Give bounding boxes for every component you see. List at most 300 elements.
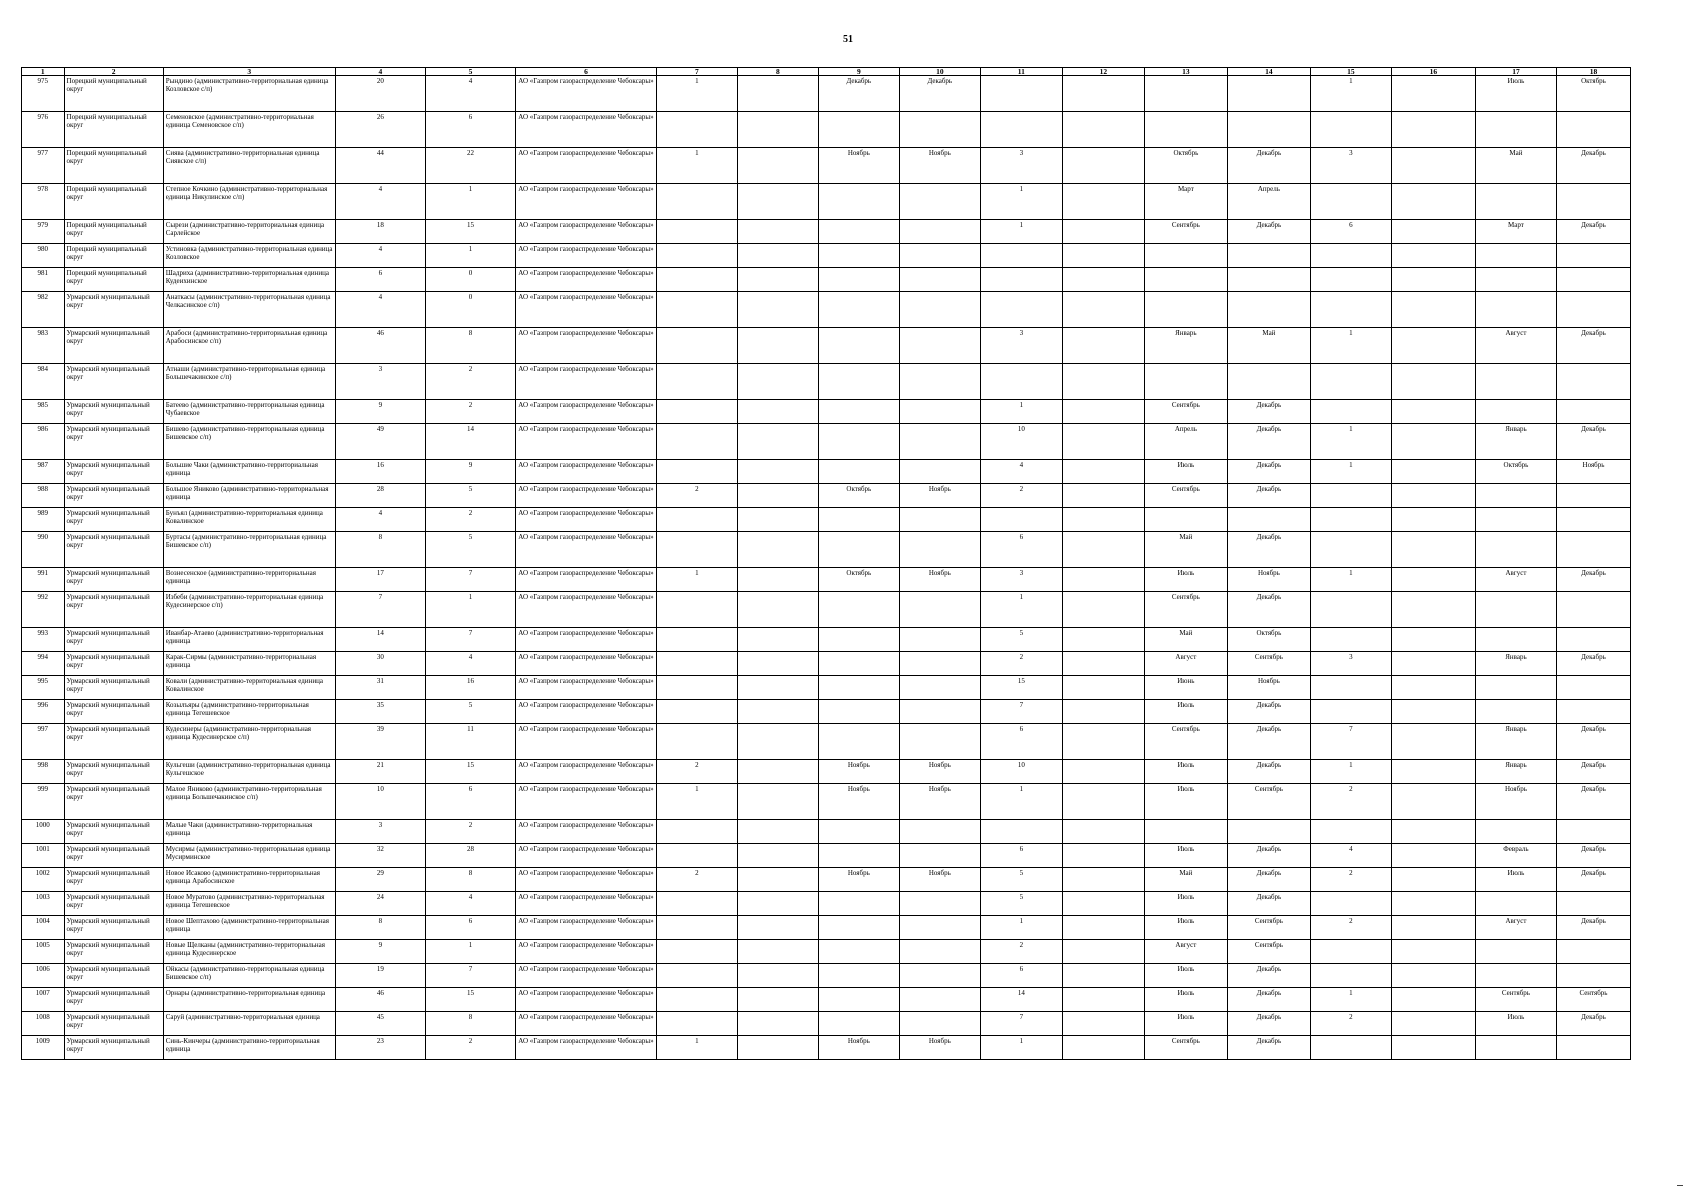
table-cell: 2 [656, 484, 737, 508]
column-header: 4 [335, 68, 425, 76]
table-cell [656, 400, 737, 424]
table-cell: 5 [980, 892, 1062, 916]
table-cell: Июль [1144, 760, 1227, 784]
table-cell: Сентябрь [1144, 400, 1227, 424]
table-cell: Январь [1475, 424, 1556, 460]
table-cell [1310, 964, 1391, 988]
table-cell [899, 916, 980, 940]
table-cell: 28 [335, 484, 425, 508]
table-cell: 1 [425, 184, 515, 220]
table-cell [1144, 268, 1227, 292]
table-cell: Урмарский муниципальный округ [64, 988, 163, 1012]
table-cell [899, 184, 980, 220]
table-cell: 2 [425, 1036, 515, 1060]
table-cell: АО «Газпром газораспределение Чебоксары» [516, 916, 657, 940]
table-cell: Март [1475, 220, 1556, 244]
table-cell [1556, 112, 1630, 148]
table-cell: Ойкасы (административно-территориальная единица Бишевское с/п) [163, 964, 335, 988]
table-cell [1062, 916, 1144, 940]
table-cell: 1 [980, 220, 1062, 244]
table-cell: АО «Газпром газораспределение Чебоксары» [516, 700, 657, 724]
table-row [22, 940, 1631, 964]
table-row [22, 988, 1631, 1012]
table-cell: 5 [425, 484, 515, 508]
table-cell: АО «Газпром газораспределение Чебоксары» [516, 820, 657, 844]
table-cell: Июль [1144, 892, 1227, 916]
table-cell [1475, 292, 1556, 328]
table-cell: 978 [22, 184, 65, 220]
table-cell [1062, 400, 1144, 424]
column-header: 6 [516, 68, 657, 76]
table-cell: Степное Кочкино (административно-территориальная единица Никулинское с/п) [163, 184, 335, 220]
table-cell [1391, 892, 1475, 916]
table-cell: 2 [1310, 916, 1391, 940]
table-cell: 6 [425, 916, 515, 940]
table-cell [1062, 700, 1144, 724]
table-cell [656, 508, 737, 532]
table-cell: Декабрь [1227, 1012, 1310, 1036]
table-cell: Урмарский муниципальный округ [64, 364, 163, 400]
table-cell: 45 [335, 1012, 425, 1036]
table-cell: Декабрь [1227, 868, 1310, 892]
table-cell: Урмарский муниципальный округ [64, 820, 163, 844]
table-cell [656, 532, 737, 568]
table-cell: 1009 [22, 1036, 65, 1060]
table-cell: Январь [1475, 760, 1556, 784]
table-row [22, 112, 1631, 148]
table-cell: 3 [1310, 148, 1391, 184]
table-row [22, 676, 1631, 700]
table-cell: 5 [425, 532, 515, 568]
table-cell: 999 [22, 784, 65, 820]
table-cell [656, 364, 737, 400]
table-cell [1144, 508, 1227, 532]
table-cell: 14 [980, 988, 1062, 1012]
table-cell [1391, 820, 1475, 844]
table-cell: Урмарский муниципальный округ [64, 484, 163, 508]
table-cell [899, 628, 980, 652]
table-cell: 987 [22, 460, 65, 484]
table-cell: Июль [1475, 868, 1556, 892]
table-cell [1556, 1036, 1630, 1060]
table-cell: 2 [425, 508, 515, 532]
table-row [22, 244, 1631, 268]
table-cell [1391, 844, 1475, 868]
table-cell: Рындино (административно-территориальная единица Козловское с/п) [163, 76, 335, 112]
table-cell: 10 [335, 784, 425, 820]
table-cell: Кудесинеры (административно-территориальная единица Кудесинерское с/п) [163, 724, 335, 760]
table-cell [737, 592, 818, 628]
table-cell [899, 112, 980, 148]
table-cell: 49 [335, 424, 425, 460]
table-cell [980, 292, 1062, 328]
table-cell [818, 628, 899, 652]
table-cell: 15 [425, 760, 515, 784]
table-cell: Саруй (административно-территориальная единица [163, 1012, 335, 1036]
table-cell: АО «Газпром газораспределение Чебоксары» [516, 676, 657, 700]
table-cell: АО «Газпром газораспределение Чебоксары» [516, 148, 657, 184]
table-cell: 44 [335, 148, 425, 184]
table-cell: 4 [425, 652, 515, 676]
table-cell: АО «Газпром газораспределение Чебоксары» [516, 460, 657, 484]
table-cell: АО «Газпром газораспределение Чебоксары» [516, 760, 657, 784]
column-header: 8 [737, 68, 818, 76]
table-cell: Урмарский муниципальный округ [64, 592, 163, 628]
table-cell: Сиява (административно-территориальная единица Сиявское с/п) [163, 148, 335, 184]
table-cell [899, 724, 980, 760]
table-row [22, 76, 1631, 112]
table-cell: АО «Газпром газораспределение Чебоксары» [516, 484, 657, 508]
table-cell: Июль [1144, 568, 1227, 592]
table-cell: Июль [1144, 700, 1227, 724]
table-cell: АО «Газпром газораспределение Чебоксары» [516, 400, 657, 424]
table-cell [818, 940, 899, 964]
table-cell: 2 [425, 364, 515, 400]
table-cell: 5 [425, 700, 515, 724]
table-cell [1062, 220, 1144, 244]
table-row [22, 724, 1631, 760]
table-cell: Октябрь [1475, 460, 1556, 484]
table-cell: 11 [425, 724, 515, 760]
table-cell [1062, 868, 1144, 892]
table-cell: 4 [1310, 844, 1391, 868]
table-cell: 7 [980, 1012, 1062, 1036]
table-cell [980, 76, 1062, 112]
table-cell: Урмарский муниципальный округ [64, 700, 163, 724]
table-cell [737, 268, 818, 292]
table-cell: 1 [656, 568, 737, 592]
table-cell: Урмарский муниципальный округ [64, 676, 163, 700]
table-cell [737, 940, 818, 964]
table-cell: 1 [1310, 460, 1391, 484]
table-cell: Март [1144, 184, 1227, 220]
table-cell: АО «Газпром газораспределение Чебоксары» [516, 868, 657, 892]
table-cell [1475, 508, 1556, 532]
table-cell [737, 760, 818, 784]
table-cell: Урмарский муниципальный округ [64, 940, 163, 964]
table-cell: АО «Газпром газораспределение Чебоксары» [516, 652, 657, 676]
table-cell [656, 244, 737, 268]
table-cell [737, 820, 818, 844]
table-row [22, 292, 1631, 328]
table-cell: Малые Чаки (административно-территориальная единица [163, 820, 335, 844]
table-cell [980, 244, 1062, 268]
table-row [22, 1012, 1631, 1036]
table-cell: 16 [425, 676, 515, 700]
table-row [22, 508, 1631, 532]
table-cell: 1 [425, 592, 515, 628]
table-cell: Декабрь [1227, 460, 1310, 484]
table-cell: Ноябрь [899, 868, 980, 892]
table-cell [1062, 460, 1144, 484]
table-cell [1310, 112, 1391, 148]
table-cell: АО «Газпром газораспределение Чебоксары» [516, 112, 657, 148]
table-cell [656, 328, 737, 364]
table-cell [656, 112, 737, 148]
table-cell: Ноябрь [818, 760, 899, 784]
table-cell [1556, 508, 1630, 532]
table-cell [1475, 1036, 1556, 1060]
table-row [22, 184, 1631, 220]
table-cell: 1 [980, 784, 1062, 820]
table-cell [1391, 1036, 1475, 1060]
table-cell [1227, 76, 1310, 112]
table-cell: 10 [980, 424, 1062, 460]
table-cell: Июль [1144, 844, 1227, 868]
table-cell [1310, 940, 1391, 964]
table-cell [1391, 112, 1475, 148]
table-cell: 3 [980, 568, 1062, 592]
table-cell [1475, 628, 1556, 652]
table-cell [737, 424, 818, 460]
table-cell [1391, 724, 1475, 760]
table-cell [737, 112, 818, 148]
table-cell [1391, 424, 1475, 460]
table-cell [818, 1012, 899, 1036]
table-cell [1310, 700, 1391, 724]
table-cell: 15 [980, 676, 1062, 700]
table-cell: Сентябрь [1556, 988, 1630, 1012]
table-cell: Сентябрь [1227, 940, 1310, 964]
table-cell: Ноябрь [1227, 568, 1310, 592]
table-cell [1556, 292, 1630, 328]
table-cell: Октябрь [1556, 76, 1630, 112]
table-cell [818, 532, 899, 568]
table-cell: Урмарский муниципальный округ [64, 532, 163, 568]
column-header: 7 [656, 68, 737, 76]
table-cell: 1008 [22, 1012, 65, 1036]
table-cell: 1005 [22, 940, 65, 964]
table-cell [737, 328, 818, 364]
table-cell [656, 628, 737, 652]
table-cell [899, 220, 980, 244]
table-cell [980, 364, 1062, 400]
table-cell [1062, 676, 1144, 700]
table-cell: 28 [425, 844, 515, 868]
table-cell [1556, 244, 1630, 268]
table-row [22, 820, 1631, 844]
table-cell: 1 [1310, 568, 1391, 592]
table-cell: Апрель [1227, 184, 1310, 220]
column-header: 1 [22, 68, 65, 76]
table-cell [1391, 700, 1475, 724]
table-cell [1391, 964, 1475, 988]
table-cell [1144, 244, 1227, 268]
table-cell: Декабрь [899, 76, 980, 112]
table-cell: Декабрь [1227, 700, 1310, 724]
table-cell [980, 268, 1062, 292]
table-cell: Ноябрь [899, 484, 980, 508]
table-cell: АО «Газпром газораспределение Чебоксары» [516, 292, 657, 328]
table-cell [818, 652, 899, 676]
table-cell: 3 [980, 328, 1062, 364]
table-cell [818, 112, 899, 148]
table-cell [1391, 148, 1475, 184]
table-cell [737, 1012, 818, 1036]
column-header: 3 [163, 68, 335, 76]
table-cell: Май [1227, 328, 1310, 364]
table-cell: Порецкий муниципальный округ [64, 244, 163, 268]
table-cell: Декабрь [1227, 760, 1310, 784]
table-cell [1310, 592, 1391, 628]
table-cell: Декабрь [1227, 400, 1310, 424]
table-cell [1062, 940, 1144, 964]
table-row [22, 532, 1631, 568]
table-cell: Декабрь [1556, 844, 1630, 868]
table-cell: 993 [22, 628, 65, 652]
table-cell: 7 [425, 628, 515, 652]
table-cell [1062, 724, 1144, 760]
table-cell [899, 592, 980, 628]
table-cell: Урмарский муниципальный округ [64, 1012, 163, 1036]
table-cell: 2 [656, 760, 737, 784]
table-cell: Анаткасы (административно-территориальная единица Челкасинское с/п) [163, 292, 335, 328]
table-cell: Декабрь [1227, 424, 1310, 460]
table-cell: Ноябрь [899, 1036, 980, 1060]
table-cell: 9 [335, 400, 425, 424]
table-cell [1062, 844, 1144, 868]
table-cell [899, 652, 980, 676]
table-cell [1391, 676, 1475, 700]
table-cell: 9 [335, 940, 425, 964]
table-cell [1391, 868, 1475, 892]
table-cell: 6 [425, 112, 515, 148]
table-cell [1556, 964, 1630, 988]
table-cell: 991 [22, 568, 65, 592]
table-cell [899, 964, 980, 988]
table-cell: 979 [22, 220, 65, 244]
table-cell: Ноябрь [1556, 460, 1630, 484]
table-cell: Декабрь [1556, 220, 1630, 244]
table-cell [737, 916, 818, 940]
table-cell: 977 [22, 148, 65, 184]
table-cell: Семеновское (административно-территориальная единица Семеновское с/п) [163, 112, 335, 148]
table-cell: 2 [1310, 1012, 1391, 1036]
column-header: 18 [1556, 68, 1630, 76]
table-row [22, 568, 1631, 592]
table-cell: 1 [425, 244, 515, 268]
table-cell: 2 [425, 400, 515, 424]
table-cell [656, 724, 737, 760]
table-cell: 995 [22, 676, 65, 700]
table-cell [899, 292, 980, 328]
table-cell: Избеби (административно-территориальная единица Кудесинерское с/п) [163, 592, 335, 628]
table-cell [1391, 532, 1475, 568]
column-header: 17 [1475, 68, 1556, 76]
table-cell [737, 244, 818, 268]
table-cell: 24 [335, 892, 425, 916]
table-cell [818, 820, 899, 844]
table-cell: АО «Газпром газораспределение Чебоксары» [516, 508, 657, 532]
table-cell: 10 [980, 760, 1062, 784]
table-cell: Карак-Сирмы (административно-территориальная единица [163, 652, 335, 676]
table-cell [1391, 460, 1475, 484]
table-cell [1227, 268, 1310, 292]
table-cell [818, 892, 899, 916]
table-cell [1391, 916, 1475, 940]
table-cell: 7 [335, 592, 425, 628]
table-cell: 17 [335, 568, 425, 592]
table-cell: Мусирмы (административно-территориальная единица Мусирминское [163, 844, 335, 868]
table-cell: Ноябрь [818, 1036, 899, 1060]
table-cell [737, 784, 818, 820]
table-cell: Декабрь [1556, 568, 1630, 592]
table-cell [1556, 892, 1630, 916]
table-cell: 21 [335, 760, 425, 784]
table-row [22, 844, 1631, 868]
table-cell: АО «Газпром газораспределение Чебоксары» [516, 592, 657, 628]
table-cell [737, 868, 818, 892]
table-cell: 19 [335, 964, 425, 988]
table-cell: 32 [335, 844, 425, 868]
table-cell: 8 [425, 1012, 515, 1036]
table-cell: Декабрь [1227, 964, 1310, 988]
table-cell [1062, 292, 1144, 328]
table-cell: 975 [22, 76, 65, 112]
table-cell [899, 676, 980, 700]
table-cell [818, 220, 899, 244]
table-cell [737, 1036, 818, 1060]
table-cell: Бишево (административно-территориальная единица Бишевское с/п) [163, 424, 335, 460]
table-cell [818, 700, 899, 724]
table-cell: 6 [1310, 220, 1391, 244]
table-cell: 6 [335, 268, 425, 292]
table-cell: 1 [425, 940, 515, 964]
table-cell: Новое Шептахово (административно-территориальная единица [163, 916, 335, 940]
table-cell: Декабрь [1227, 844, 1310, 868]
table-cell [1475, 892, 1556, 916]
table-cell: 23 [335, 1036, 425, 1060]
table-cell [1391, 940, 1475, 964]
table-cell [656, 292, 737, 328]
table-cell: Сентябрь [1475, 988, 1556, 1012]
table-cell: Июнь [1144, 676, 1227, 700]
table-cell [1062, 964, 1144, 988]
table-cell: Атнаши (административно-территориальная единица Большечакинское с/п) [163, 364, 335, 400]
table-row [22, 592, 1631, 628]
table-cell [1062, 1012, 1144, 1036]
table-cell [899, 700, 980, 724]
table-row [22, 868, 1631, 892]
table-cell [1310, 184, 1391, 220]
table-cell: АО «Газпром газораспределение Чебоксары» [516, 532, 657, 568]
table-cell [1556, 400, 1630, 424]
column-header: 9 [818, 68, 899, 76]
table-cell: Порецкий муниципальный округ [64, 184, 163, 220]
table-cell: 0 [425, 292, 515, 328]
table-cell: Сырези (административно-территориальная единица Сарлейское [163, 220, 335, 244]
table-cell [1227, 292, 1310, 328]
table-cell [899, 244, 980, 268]
table-cell [1062, 148, 1144, 184]
table-cell: Сентябрь [1144, 592, 1227, 628]
table-cell: 982 [22, 292, 65, 328]
table-cell: Декабрь [1556, 868, 1630, 892]
table-cell [1062, 424, 1144, 460]
table-cell: 983 [22, 328, 65, 364]
table-cell [1475, 244, 1556, 268]
table-cell: Иванбар-Атаево (административно-территориальная единица [163, 628, 335, 652]
table-cell [818, 328, 899, 364]
table-cell [737, 292, 818, 328]
table-cell [1391, 244, 1475, 268]
table-cell: 2 [656, 868, 737, 892]
table-cell: Май [1475, 148, 1556, 184]
table-cell: Урмарский муниципальный округ [64, 868, 163, 892]
table-cell [737, 484, 818, 508]
table-cell: Порецкий муниципальный округ [64, 148, 163, 184]
table-cell: 29 [335, 868, 425, 892]
